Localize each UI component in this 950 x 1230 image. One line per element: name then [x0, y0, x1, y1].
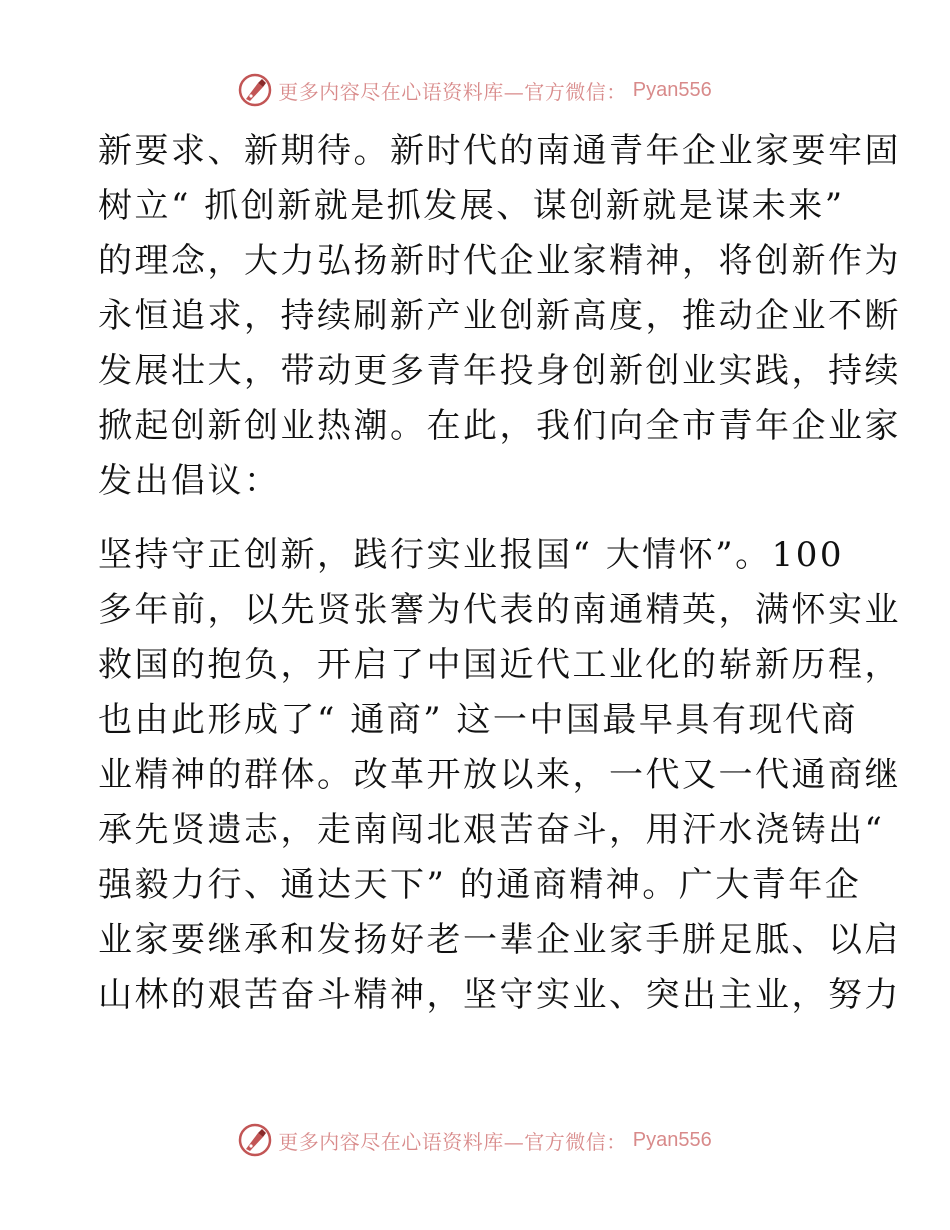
paragraph [98, 528, 901, 1023]
text-line: 发展壮大，带动更多青年投身创新创业实践，持续 [98, 351, 901, 391]
text-line: 多年前，以先贤张謇为代表的南通精英，满怀实业 [98, 590, 901, 630]
header-watermark [0, 70, 950, 110]
text-line: 救国的抱负，开启了中国近代工业化的崭新历程， [98, 645, 901, 685]
watermark-wechat-id: Pyan556 [632, 78, 712, 101]
watermark-text: 更多内容尽在心语资料库—官方微信： [278, 79, 627, 104]
pen-nib-icon [238, 73, 272, 107]
text-line: 强毅力行、通达天下” 的通商精神。广大青年企 [98, 865, 862, 905]
footer-watermark [0, 1120, 950, 1160]
text-line: 山林的艰苦奋斗精神，坚守实业、突出主业，努力 [98, 975, 901, 1015]
pen-nib-icon [238, 1123, 272, 1157]
text-line: 的理念，大力弘扬新时代企业家精神，将创新作为 [98, 241, 901, 281]
text-line: 业精神的群体。改革开放以来，一代又一代通商继 [98, 755, 901, 795]
watermark-text: 更多内容尽在心语资料库—官方微信： [278, 1129, 627, 1154]
watermark-wechat-id: Pyan556 [632, 1128, 712, 1151]
text-line: 发出倡议： [98, 461, 281, 501]
text-line: 新要求、新期待。新时代的南通青年企业家要牢固 [98, 131, 901, 171]
text-line: 树立“ 抓创新就是抓发展、谋创新就是谋未来” [98, 186, 845, 226]
text-line: 永恒追求，持续刷新产业创新高度，推动企业不断 [98, 296, 901, 336]
text-line: 也由此形成了“ 通商” 这一中国最早具有现代商 [98, 700, 858, 740]
text-line: 业家要继承和发扬好老一辈企业家手胼足胝、以启 [98, 920, 901, 960]
document-body [98, 124, 901, 1023]
text-line: 掀起创新创业热潮。在此，我们向全市青年企业家 [98, 406, 901, 446]
paragraph [98, 124, 901, 509]
text-line: 承先贤遗志，走南闯北艰苦奋斗，用汗水浇铸出“ [98, 810, 885, 850]
text-line: 坚持守正创新，践行实业报国“ 大情怀”。100 [98, 535, 844, 575]
